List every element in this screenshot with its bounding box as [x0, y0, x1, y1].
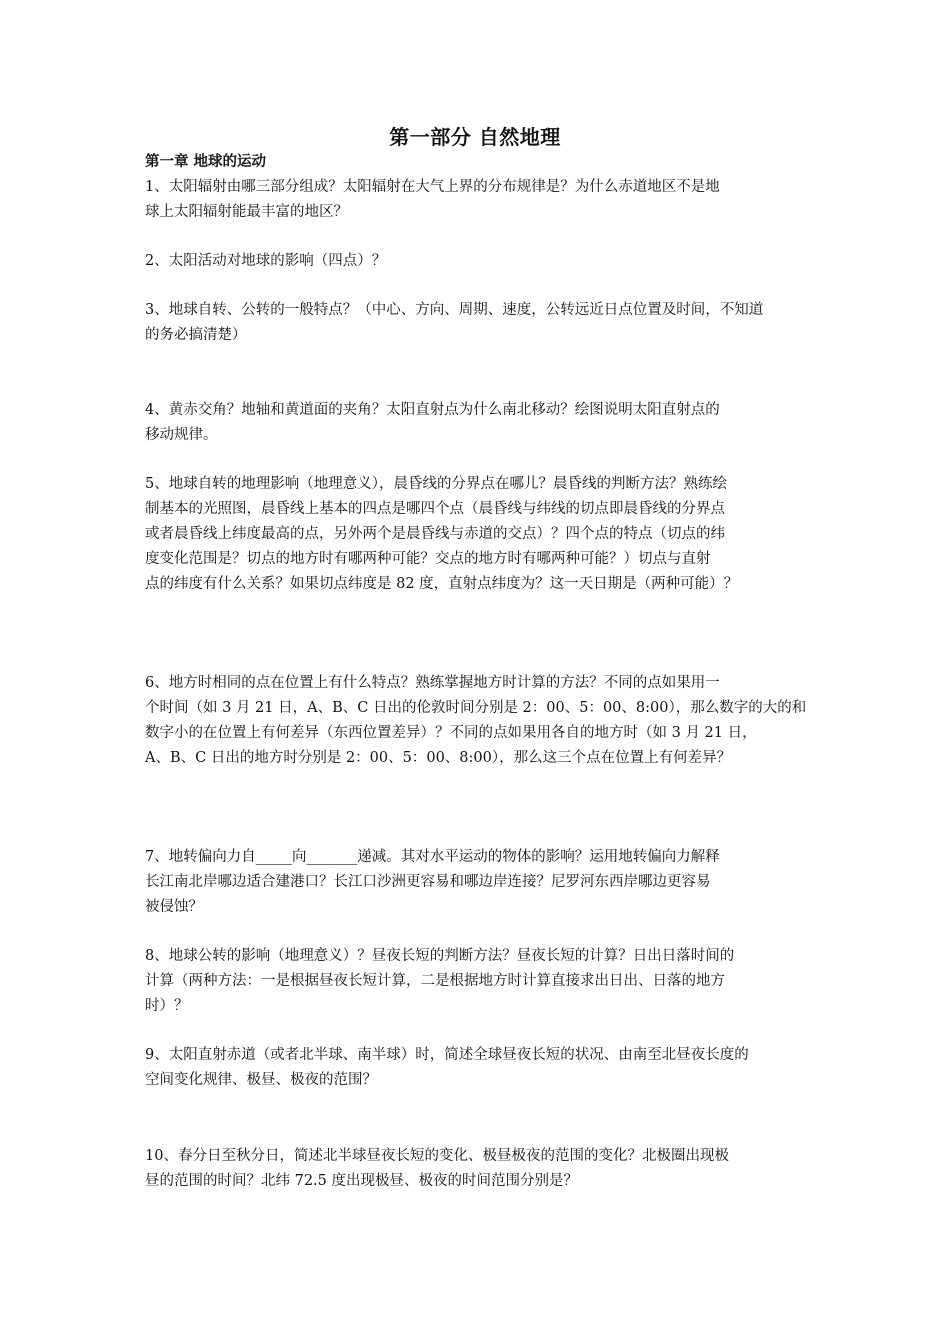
question-line: 1、太阳辐射由哪三部分组成？太阳辐射在大气上界的分布规律是？为什么赤道地区不是地 [145, 179, 720, 195]
question-line: 空间变化规律、极昼、极夜的范围？ [145, 1072, 377, 1088]
question-line: 昼的范围的时间？北纬 72.5 度出现极昼、极夜的时间范围分别是？ [145, 1173, 579, 1189]
question-line: 或者晨昏线上纬度最高的点，另外两个是晨昏线与赤道的交点）？四个点的特点（切点的纬 [145, 526, 725, 542]
question-8 [145, 944, 813, 1019]
question-line: 移动规律。 [145, 427, 218, 443]
question-5 [145, 472, 813, 597]
question-line: A、B、C 日出的地方时分别是 2：00、5：00、8:00），那么这三个点在位置上有何差异？ [145, 750, 732, 766]
question-10 [145, 1144, 813, 1194]
question-line: 4、黄赤交角？地轴和黄道面的夹角？太阳直射点为什么南北移动？绘图说明太阳直射点的 [145, 402, 720, 418]
question-1 [145, 175, 813, 225]
question-line: 长江南北岸哪边适合建港口？长江口沙洲更容易和哪边岸连接？尼罗河东西岸哪边更容易 [145, 874, 711, 890]
question-line: 6、地方时相同的点在位置上有什么特点？熟练掌握地方时计算的方法？不同的点如果用一 [145, 675, 720, 691]
question-line: 计算（两种方法：一是根据昼夜长短计算，二是根据地方时计算直接求出日出、日落的地方 [145, 973, 725, 989]
question-line: 2、太阳活动对地球的影响（四点）？ [145, 253, 387, 269]
question-2 [145, 249, 813, 274]
question-line: 10、春分日至秋分日，简述北半球昼夜长短的变化、极昼极夜的范围的变化？北极圈出现极 [145, 1148, 729, 1164]
question-line: 个时间（如 3 月 21 日，A、B、C 日出的伦敦时间分别是 2：00、5：00、8:00），那么数字的大的和 [145, 700, 807, 716]
question-line: 8、地球公转的影响（地理意义）？昼夜长短的判断方法？昼夜长短的计算？日出日落时间的 [145, 948, 735, 964]
document-title: 第一部分 自然地理 [389, 125, 561, 149]
question-3 [145, 298, 813, 348]
question-line: 时）？ [145, 998, 189, 1014]
question-line: 数字小的在位置上有何差异（东西位置差异）？不同的点如果用各自的地方时（如 3 月 21 日， [145, 725, 757, 741]
question-line: 球上太阳辐射能最丰富的地区？ [145, 204, 348, 220]
question-line: 点的纬度有什么关系？如果切点纬度是 82 度，直射点纬度为？这一天日期是（两种可能）？ [145, 576, 739, 592]
question-line: 7、地转偏向力自_____向_______递减。其对水平运动的物体的影响？运用地转偏向力解释 [145, 849, 720, 865]
question-6 [145, 671, 813, 771]
question-line: 3、地球自转、公转的一般特点？（中心、方向、周期、速度，公转远近日点位置及时间，不知道 [145, 302, 764, 318]
question-line: 度变化范围是？切点的地方时有哪两种可能？交点的地方时有哪两种可能？）切点与直射 [145, 551, 711, 567]
question-7 [145, 845, 813, 920]
question-9 [145, 1043, 813, 1093]
question-line: 被侵蚀？ [145, 899, 203, 915]
question-4 [145, 398, 813, 448]
question-line: 的务必搞清楚） [145, 327, 247, 343]
chapter-title: 第一章 地球的运动 [145, 154, 267, 170]
question-line: 5、地球自转的地理影响（地理意义），晨昏线的分界点在哪儿？晨昏线的判断方法？熟练绘 [145, 476, 727, 492]
question-line: 9、太阳直射赤道（或者北半球、南半球）时，简述全球昼夜长短的状况、由南至北昼夜长度的 [145, 1047, 749, 1063]
question-line: 制基本的光照图，晨昏线上基本的四点是哪四个点（晨昏线与纬线的切点即晨昏线的分界点 [145, 501, 725, 517]
